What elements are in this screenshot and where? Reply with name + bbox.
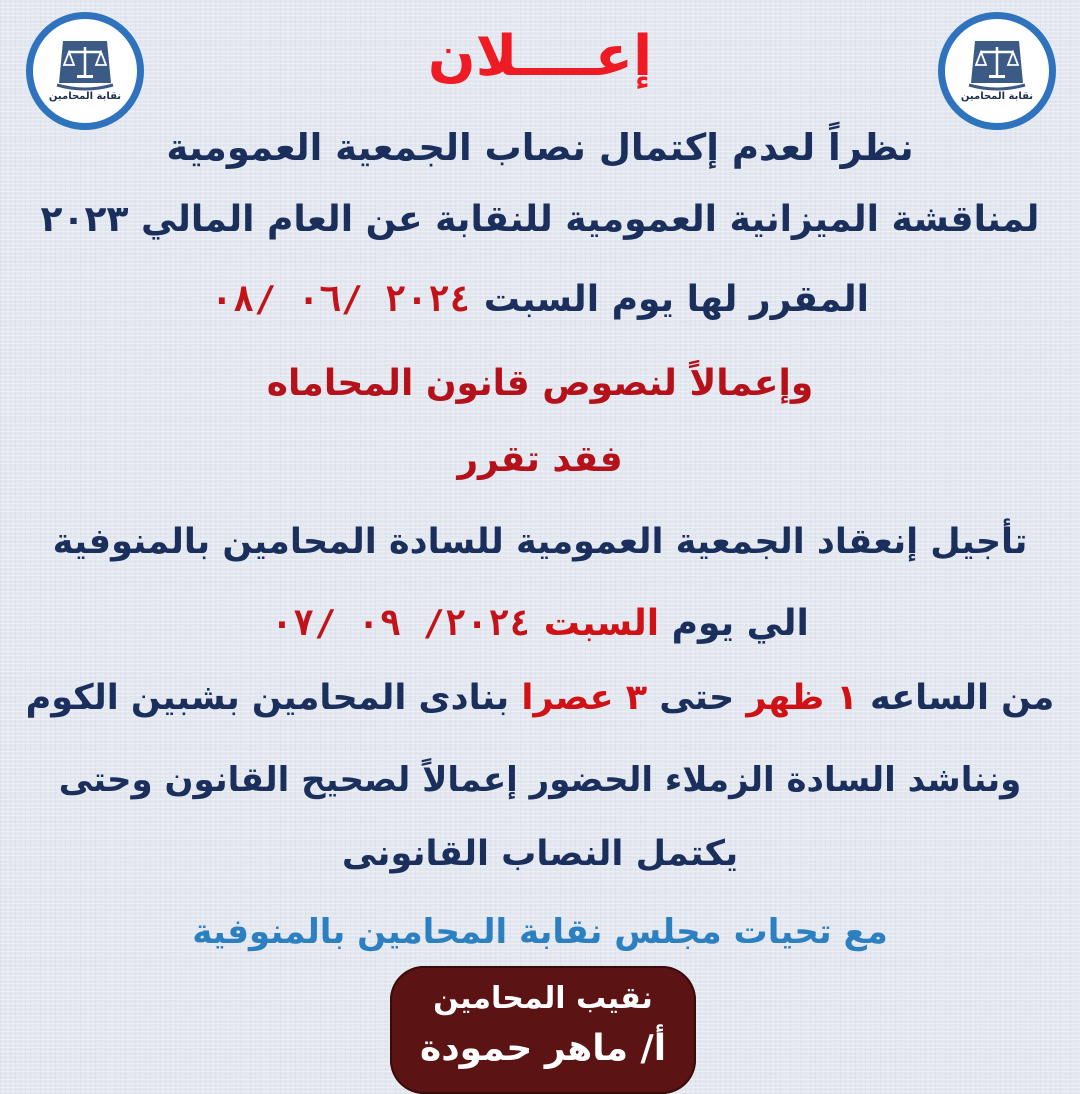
logo-label: نقابة المحامين xyxy=(960,91,1034,102)
new-date-day: السبت xyxy=(543,603,660,644)
line-budget: لمناقشة الميزانية العمومية للنقابة عن العام المالي ٢٠٢٣ xyxy=(40,199,1040,240)
logo-label: نقابة المحامين xyxy=(48,91,122,102)
scheduled-date: ٢٠٢٤ /٠٦ /٠٨ xyxy=(211,279,472,320)
signature-name: أ/ ماهر حمودة xyxy=(419,1028,667,1069)
time-from-label: من الساعه xyxy=(869,678,1055,718)
line-time-venue xyxy=(0,670,1080,726)
time-end: ٣ عصرا xyxy=(521,678,648,718)
new-date: ٢٠٢٤/ ٠٩ /٠٧ xyxy=(271,603,532,644)
announcement-title: إعــــلان xyxy=(427,24,653,89)
scheduled-label: المقرر لها يوم السبت xyxy=(483,279,869,320)
venue: بنادى المحامين بشبين الكوم xyxy=(25,678,510,718)
council-greeting: مع تحيات مجلس نقابة المحامين بالمنوفية xyxy=(192,912,888,952)
line-new-date xyxy=(0,596,1080,652)
signature-box xyxy=(390,966,696,1094)
line-scheduled-date xyxy=(0,272,1080,328)
time-start: ١ ظهر xyxy=(746,678,858,718)
line-appeal: ونناشد السادة الزملاء الحضور إعمالاً لصحيح القانون وحتى xyxy=(58,760,1022,800)
time-to-label: حتى xyxy=(659,678,735,718)
line-quorum-complete: يكتمل النصاب القانونى xyxy=(341,834,739,874)
new-date-prefix: الي يوم xyxy=(671,603,809,644)
signature-role: نقيب المحامين xyxy=(433,981,653,1016)
line-law: وإعمالاً لنصوص قانون المحاماه xyxy=(266,363,814,404)
line-decided: فقد تقرر xyxy=(457,439,623,480)
line-quorum: نظراً لعدم إكتمال نصاب الجمعية العمومية xyxy=(166,126,914,169)
line-postpone: تأجيل إنعقاد الجمعية العمومية للسادة المحامين بالمنوفية xyxy=(52,522,1028,562)
